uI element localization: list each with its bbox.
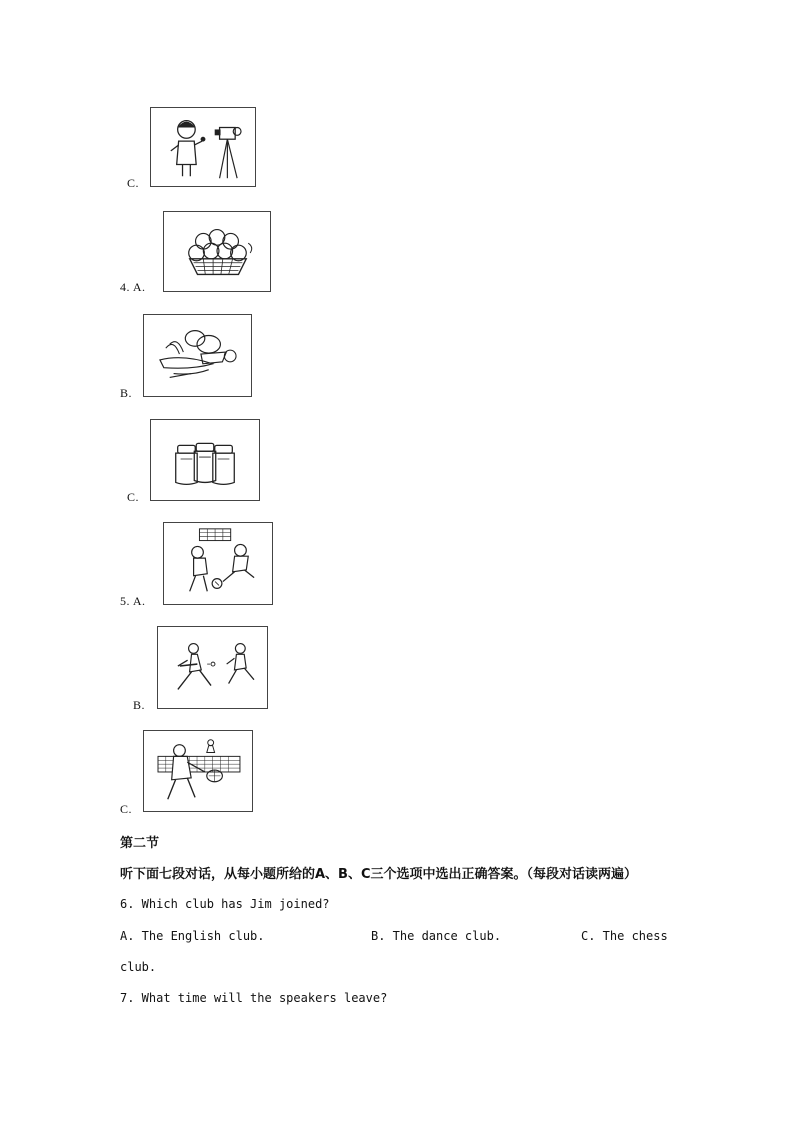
option-5a-label: 5. A. — [120, 594, 146, 608]
option-4b-image[interactable] — [143, 314, 252, 397]
soccer-icon — [164, 523, 272, 604]
section-instruction: 听下面七段对话，从每小题所给的A、B、C三个选项中选出正确答案。（每段对话读两遍） — [120, 867, 638, 882]
question-6-option-c[interactable]: C. The chess — [581, 929, 668, 943]
option-4c-image[interactable] — [150, 419, 260, 501]
jars-icon — [151, 420, 259, 500]
option-3c-image[interactable] — [150, 107, 256, 187]
option-5a-image[interactable] — [163, 522, 273, 605]
option-4b-label: B. — [120, 386, 133, 400]
tennis-icon — [144, 731, 252, 811]
option-5b-image[interactable] — [157, 626, 268, 709]
option-4a-image[interactable] — [163, 211, 271, 292]
option-4a-label: 4. A. — [120, 280, 146, 294]
question-6-stem: 6. Which club has Jim joined? — [120, 897, 330, 911]
vegetables-icon — [144, 315, 251, 396]
section-title: 第二节 — [120, 836, 160, 851]
option-5c-image[interactable] — [143, 730, 253, 812]
fruit-basket-icon — [164, 212, 270, 291]
option-3c-label: C. — [127, 176, 140, 190]
baseball-icon — [158, 627, 267, 708]
reporter-camera-icon — [151, 108, 255, 186]
question-6-option-b[interactable]: B. The dance club. — [371, 929, 502, 943]
option-5b-label: B. — [133, 698, 146, 712]
question-6-option-c-continued: club. — [120, 960, 157, 974]
option-4c-label: C. — [127, 490, 140, 504]
option-5c-label: C. — [120, 802, 133, 816]
question-6-option-a[interactable]: A. The English club. — [120, 929, 265, 943]
question-7-stem: 7. What time will the speakers leave? — [120, 991, 388, 1005]
